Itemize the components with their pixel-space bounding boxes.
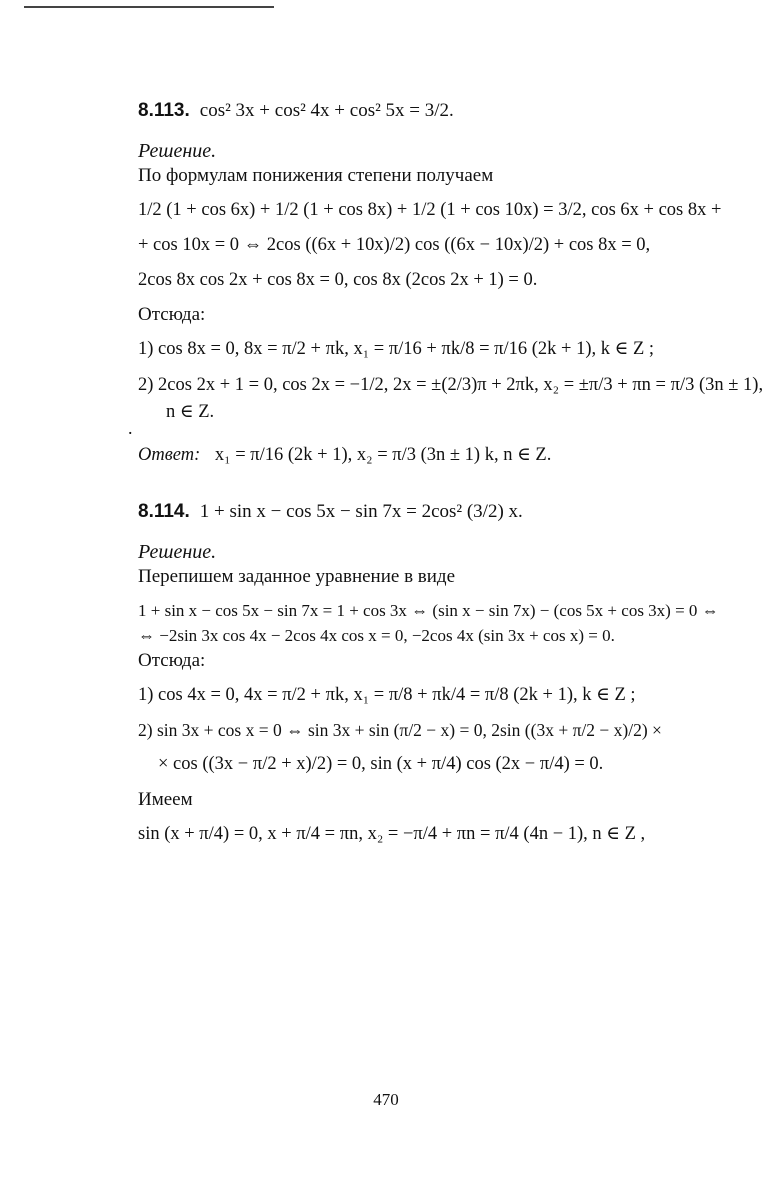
hence-label: Отсюда: — [138, 304, 206, 326]
solution-intro: По формулам понижения степени получаем — [138, 165, 494, 186]
math-line: 2cos 8x cos 2x + cos 8x = 0, cos 8x (2cos 2x + 1) = 0. — [138, 270, 538, 291]
problem-header — [138, 501, 738, 523]
math-line: sin (x + π/4) = 0, x + π/4 = πn, x₂ = −π/4 + πn = π/4 (4n − 1), n ∈ Z , — [138, 823, 646, 844]
math-line: 1 + sin x − cos 5x − sin 7x = 1 + cos 3x ⇔ (sin x − sin 7x) − (cos 5x + cos 3x) = 0 ⇔ — [138, 600, 719, 620]
problem-statement: cos² 3x + cos² 4x + cos² 5x = 3/2. — [199, 100, 454, 121]
case-line: 1) cos 4x = 0, 4x = π/2 + πk, x₁ = π/8 + πk/4 = π/8 (2k + 1), k ∈ Z ; — [138, 685, 636, 706]
hence-label: Отсюда: — [138, 650, 206, 672]
solution-title: Решение. — [138, 140, 217, 162]
case-line: × cos ((3x − π/2 + x)/2) = 0, sin (x + π/4) cos (2x − π/4) = 0. — [158, 754, 604, 775]
problem-number: 8.113. — [138, 100, 190, 121]
problem-header — [138, 100, 738, 122]
problem-statement: 1 + sin x − cos 5x − sin 7x = 2cos² (3/2) x. — [199, 500, 523, 522]
page-content — [138, 100, 764, 846]
case-line: 2) sin 3x + cos x = 0 ⇔ sin 3x + sin (π/2 − x) = 0, 2sin ((3x + π/2 − x)/2) × — [138, 719, 662, 740]
case-line: n ∈ Z. — [166, 401, 215, 422]
math-line: ⇔ −2sin 3x cos 4x − 2cos 4x cos x = 0, −2cos 4x (sin 3x + cos x) = 0. — [138, 626, 615, 646]
solution-intro: Перепишем заданное уравнение в виде — [138, 565, 456, 587]
answer-label: Ответ: — [138, 444, 201, 465]
top-rule — [24, 6, 274, 8]
case-line: 2) 2cos 2x + 1 = 0, cos 2x = −1/2, 2x = ±(2/3)π + 2πk, x₂ = ±π/3 + πn = π/3 (3n ± 1), — [138, 374, 764, 395]
math-line: + cos 10x = 0 ⇔ 2cos ((6x + 10x)/2) cos ((6x − 10x)/2) + cos 8x = 0, — [138, 235, 651, 256]
answer-value: x₁ = π/16 (2k + 1), x₂ = π/3 (3n ± 1) k, n ∈ Z. — [214, 444, 552, 465]
problem-number: 8.114. — [138, 500, 190, 522]
math-line: 1/2 (1 + cos 6x) + 1/2 (1 + cos 8x) + 1/2 (1 + cos 10x) = 3/2, cos 6x + cos 8x + — [138, 200, 722, 220]
solution-title: Решение. — [138, 540, 217, 563]
page-number: 470 — [373, 1090, 399, 1109]
stray-mark: . — [128, 418, 133, 438]
case-line: 1) cos 8x = 0, 8x = π/2 + πk, x₁ = π/16 + πk/8 = π/16 (2k + 1), k ∈ Z ; — [138, 339, 655, 360]
have-label: Имеем — [138, 788, 193, 810]
answer-line — [138, 444, 738, 467]
